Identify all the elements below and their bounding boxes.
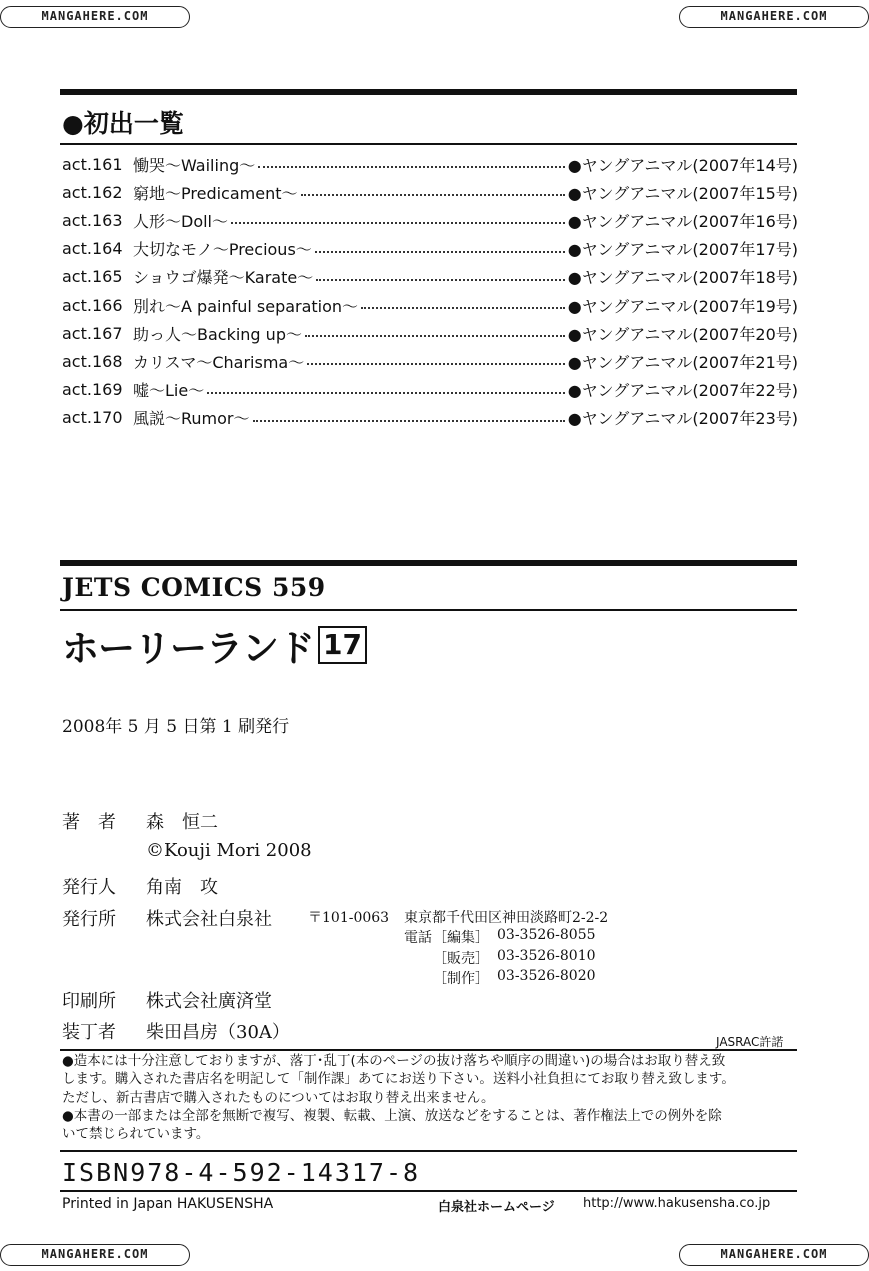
legal-notice [62,1052,800,1143]
chapter-title: 大切なモノ〜Precious〜 [133,240,312,260]
notice-top-rule [60,1049,797,1051]
phone-number-production: 03-3526-8020 [497,968,596,984]
act-number: act.169 [62,380,123,400]
act-number: act.164 [62,239,123,259]
watermark-top-left: MANGAHERE.COM [0,6,190,28]
publication-date: 2008年 5 月 5 日第 1 刷発行 [62,717,290,737]
magazine-source: ●ヤングアニマル(2007年21号) [567,352,798,372]
act-number: act.162 [62,182,123,202]
magazine-source: ●ヤングアニマル(2007年14号) [567,155,798,175]
magazine-source: ●ヤングアニマル(2007年19号) [567,296,798,316]
phone-dept-sales: ［販売］ [433,951,489,967]
isbn-top-rule [60,1150,797,1152]
notice-line: ●本書の一部または全部を無断で複写、複製、転載、上演、放送などをすることは、著作権法上での例外を除 [62,1107,722,1124]
chapter-title: 人形〜Doll〜 [133,211,229,231]
designer-name: 柴田昌房（30A） [146,1022,290,1043]
jasrac-notice: JASRAC許諾 [716,1035,784,1049]
publication-list-item [62,150,798,178]
act-number: act.165 [62,267,123,287]
dot-leader [316,279,565,281]
top-rule [60,89,797,95]
chapter-title: 風説〜Rumor〜 [133,409,250,429]
publication-list-item [62,263,798,291]
dot-leader [207,392,565,394]
chapter-title: 助っ人〜Backing up〜 [133,324,302,344]
book-title-row [62,618,367,672]
publication-list [62,150,798,432]
chapter-title: ショウゴ爆発〜Karate〜 [133,268,314,288]
watermark-bottom-left: MANGAHERE.COM [0,1244,190,1266]
homepage-label: 白泉社ホームページ [438,1200,555,1215]
act-number: act.167 [62,323,123,343]
magazine-source: ●ヤングアニマル(2007年22号) [567,381,798,401]
publication-list-item [62,376,798,404]
publisher-person: 角南 攻 [146,877,218,898]
dot-leader [231,222,565,224]
publication-list-item [62,206,798,234]
printer-label: 印刷所 [62,991,116,1012]
notice-line: ●造本には十分注意しておりますが、落丁･乱丁(本のページの抜け落ちや順序の間違い)の場合はお取り替え致 [62,1053,726,1069]
phone-dept-editorial: ［編集］ [433,930,489,946]
magazine-source: ●ヤングアニマル(2007年23号) [567,409,798,429]
chapter-title: カリスマ〜Charisma〜 [133,352,305,372]
notice-line: ただし、新古書店で購入されたものについてはお取り替え出来ません。 [62,1089,495,1106]
printed-in: Printed in Japan HAKUSENSHA [62,1196,274,1212]
magazine-source: ●ヤングアニマル(2007年15号) [567,183,798,203]
book-title: ホーリーランド [62,627,314,670]
watermark-bottom-right: MANGAHERE.COM [679,1244,869,1266]
magazine-source: ●ヤングアニマル(2007年20号) [567,324,798,344]
publication-list-item [62,235,798,263]
notice-line: いて禁じられています。 [62,1126,210,1143]
publisher-name: 株式会社白泉社 [146,909,272,930]
notice-line: します。購入された書店名を明記して「制作課」あてにお送り下さい。送料小社負担にてお取り替え致します。 [62,1071,735,1088]
publication-list-item [62,178,798,206]
publication-list-item [62,319,798,347]
heading-underline [60,143,797,145]
dot-leader [258,166,565,168]
phone-label: 電話 [404,930,432,946]
phone-number-editorial: 03-3526-8055 [497,927,596,943]
isbn-bottom-rule [60,1190,797,1192]
dot-leader [315,251,565,253]
series-underline [60,609,797,611]
postal-code: 〒101-0063 [308,910,390,926]
publication-list-heading: ●初出一覧 [62,109,184,138]
publication-list-item [62,291,798,319]
publication-list-item [62,347,798,375]
dot-leader [301,194,565,196]
publisher-label: 発行所 [62,909,116,930]
author-label: 著 者 [62,812,116,833]
magazine-source: ●ヤングアニマル(2007年18号) [567,268,798,288]
act-number: act.170 [62,408,123,428]
isbn: ISBN978-4-592-14317-8 [62,1158,421,1187]
phone-dept-production: ［制作］ [433,971,489,987]
magazine-source: ●ヤングアニマル(2007年17号) [567,240,798,260]
dot-leader [361,307,565,309]
printer-name: 株式会社廣済堂 [146,991,272,1012]
phone-number-sales: 03-3526-8010 [497,948,596,964]
volume-number: 17 [318,626,367,664]
act-number: act.166 [62,295,123,315]
act-number: act.168 [62,351,123,371]
author-name: 森 恒二 [146,812,218,833]
dot-leader [305,335,565,337]
dot-leader [307,363,565,365]
magazine-source: ●ヤングアニマル(2007年16号) [567,211,798,231]
dot-leader [253,420,565,422]
copyright: ©Kouji Mori 2008 [146,840,312,861]
designer-label: 装丁者 [62,1022,116,1043]
address: 東京都千代田区神田淡路町2-2-2 [404,910,609,926]
publication-list-item [62,404,798,432]
homepage-url: http://www.hakusensha.co.jp [583,1196,771,1211]
series-name: JETS COMICS 559 [62,573,326,602]
publisher-person-label: 発行人 [62,877,116,898]
chapter-title: 嘘〜Lie〜 [133,381,205,401]
chapter-title: 窮地〜Predicament〜 [133,183,298,203]
act-number: act.163 [62,210,123,230]
colophon-top-rule [60,560,797,566]
chapter-title: 別れ〜A painful separation〜 [133,296,359,316]
chapter-title: 慟哭〜Wailing〜 [133,155,256,175]
watermark-top-right: MANGAHERE.COM [679,6,869,28]
act-number: act.161 [62,154,123,174]
